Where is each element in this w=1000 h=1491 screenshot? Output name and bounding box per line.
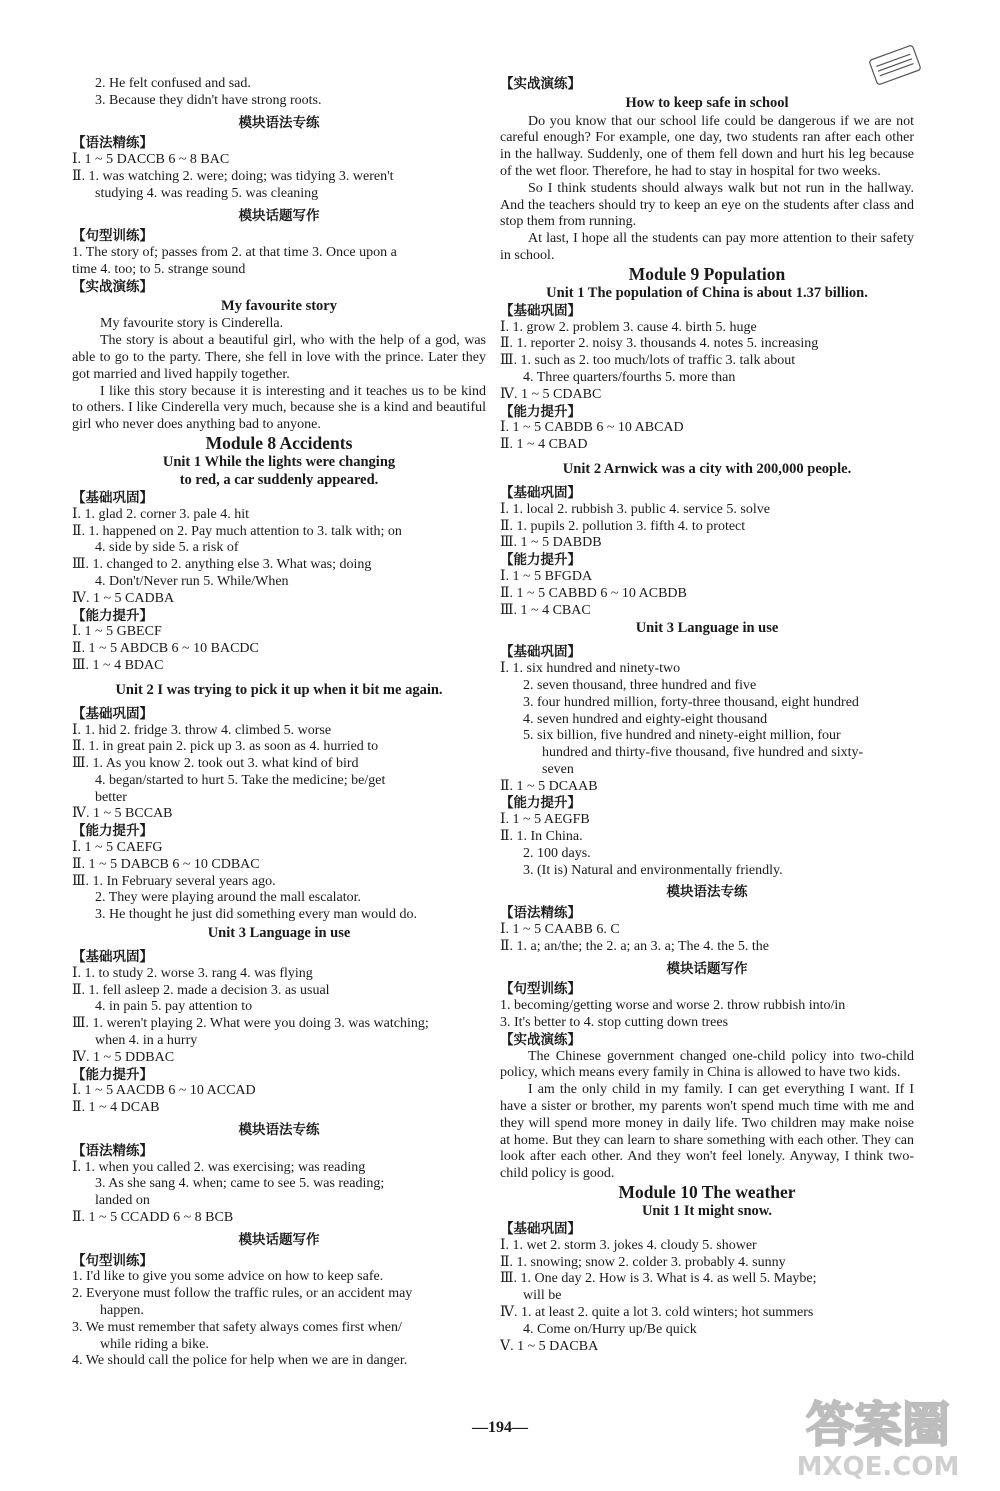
spacer — [72, 675, 486, 681]
subsection-label: 【句型训练】 — [500, 981, 581, 998]
watermark-url-text: MXQE.COM — [796, 1452, 960, 1481]
answer-line: 4. in pain 5. pay attention to — [95, 999, 253, 1015]
essay-paragraph: My favourite story is Cinderella. — [100, 316, 284, 332]
answer-line: 4. We should call the police for help when we are in danger. — [72, 1353, 408, 1369]
subsection-label: 【实战演练】 — [500, 76, 581, 92]
answer-line: Ⅰ. 1. grow 2. problem 3. cause 4. birth 5. huge — [500, 319, 757, 335]
subsection-label: 【能力提升】 — [72, 1066, 153, 1083]
subsection-label: 【实战演练】 — [500, 1031, 581, 1048]
unit-heading: to red, a car suddenly appeared. — [179, 471, 379, 488]
subsection-label: 【能力提升】 — [500, 403, 581, 420]
answer-line: Ⅱ. 1. was watching 2. were; doing; was tidying 3. weren't — [72, 168, 394, 184]
answer-line: Ⅱ. 1. fell asleep 2. made a decision 3. as usual — [72, 982, 330, 998]
subsection-label: 【句型训练】 — [72, 228, 153, 245]
module-heading: Module 8 Accidents — [205, 432, 353, 453]
section-heading: 模块话题写作 — [238, 207, 320, 224]
answer-line: 4. side by side 5. a risk of — [95, 540, 239, 556]
unit-heading: Unit 2 Arnwick was a city with 200,000 people. — [562, 460, 852, 477]
subsection-label: 【基础巩固】 — [72, 489, 153, 506]
right-column — [500, 76, 914, 1355]
watermark-logo — [778, 1389, 978, 1481]
section-heading: 模块话题写作 — [238, 1231, 320, 1248]
answer-line: Ⅰ. 1. hid 2. fridge 3. throw 4. climbed 5. worse — [72, 722, 332, 738]
unit-heading: Unit 1 The population of China is about 1.37 billion. — [546, 284, 868, 301]
answer-line: 4. Don't/Never run 5. While/When — [95, 573, 289, 589]
essay-paragraph: I am the only child in my family. I can get everything I want. If I have a sister or brother, my parents won't spend much time with me and they will spend more money in daily life. Two children may make noise at home. But they can learn to share something with each other. They can look after each other. And they won't feel lonely. Anyway, I think two-child policy is good. — [500, 1082, 914, 1182]
answer-line: Ⅲ. 1. One day 2. How is 3. What is 4. as well 5. Maybe; — [500, 1271, 817, 1287]
subsection-label: 【基础巩固】 — [500, 484, 581, 501]
subsection-label: 【语法精练】 — [72, 1142, 153, 1159]
answer-line: 2. Everyone must follow the traffic rules, or an accident may — [72, 1286, 413, 1302]
subsection-label: 【能力提升】 — [72, 607, 153, 624]
answer-line: Ⅱ. 1 ~ 5 DCAAB — [500, 778, 598, 794]
subsection-label: 【基础巩固】 — [72, 705, 153, 722]
answer-line: 2. He felt confused and sad. — [95, 76, 251, 91]
answer-line: Ⅰ. 1. six hundred and ninety-two — [500, 661, 681, 677]
answer-line: Ⅰ. 1. local 2. rubbish 3. public 4. service 5. solve — [500, 501, 770, 517]
subsection-label: 【能力提升】 — [72, 823, 153, 840]
answer-line: Ⅳ. 1. at least 2. quite a lot 3. cold winters; hot summers — [500, 1305, 814, 1320]
answer-line: Ⅱ. 1 ~ 5 CABBD 6 ~ 10 ACBDB — [500, 585, 687, 601]
stamp-icon — [860, 30, 930, 100]
answer-line: landed on — [95, 1193, 150, 1209]
subsection-label: 【基础巩固】 — [500, 302, 581, 319]
answer-line: Ⅲ. 1. In February several years ago. — [72, 873, 276, 889]
answer-line: Ⅱ. 1. a; an/the; the 2. a; an 3. a; The 4. the 5. the — [500, 938, 769, 954]
answer-line: Ⅲ. 1. changed to 2. anything else 3. What was; doing — [72, 557, 372, 573]
answer-line: Ⅲ. 1 ~ 4 CBAC — [500, 602, 591, 618]
answer-line: Ⅱ. 1 ~ 5 CCADD 6 ~ 8 BCB — [72, 1210, 234, 1226]
subsection-label: 【基础巩固】 — [500, 1221, 581, 1238]
answer-line: Ⅱ. 1. reporter 2. noisy 3. thousands 4. notes 5. increasing — [500, 336, 819, 352]
answer-line: seven — [542, 761, 574, 777]
essay-paragraph: The story is about a beautiful girl, who with the help of a god, was able to go to the party. There, she fell in love with the prince. Later they got married and lived happily together. — [72, 333, 486, 382]
answer-line: 3. We must remember that safety always comes first when/ — [72, 1319, 402, 1335]
left-column — [72, 76, 486, 1370]
essay-title: My favourite story — [221, 297, 337, 314]
answer-line: Ⅱ. 1. in great pain 2. pick up 3. as soon as 4. hurried to — [72, 739, 379, 755]
section-heading: 模块语法专练 — [666, 884, 748, 901]
answer-line: Ⅱ. 1. happened on 2. Pay much attention to 3. talk with; on — [72, 523, 402, 539]
subsection-label: 【句型训练】 — [72, 1252, 153, 1269]
subsection-label: 【基础巩固】 — [500, 644, 581, 661]
essay-paragraph: At last, I hope all the students can pay more attention to their safety in school. — [500, 231, 914, 263]
answer-line: Ⅱ. 1 ~ 5 ABDCB 6 ~ 10 BACDC — [72, 641, 259, 657]
answer-line: Ⅰ. 1 ~ 5 BFGDA — [500, 568, 593, 584]
essay-paragraph: The Chinese government changed one-child policy into two-child policy, which means every family in China is allowed to have two kids. — [500, 1048, 914, 1081]
answer-line: Ⅲ. 1. weren't playing 2. What were you doing 3. was watching; — [72, 1016, 429, 1032]
answer-line: Ⅰ. 1 ~ 5 AEGFB — [500, 812, 590, 828]
essay-paragraph: So I think students should always walk but not run in the hallway. And the teachers should try to keep an eye on the students after class and stop them from running. — [500, 180, 914, 230]
answer-line: Ⅰ. 1 ~ 5 CAEFG — [72, 840, 163, 856]
answer-line: 3. It's better to 4. stop cutting down trees — [500, 1015, 729, 1031]
answer-line: 2. 100 days. — [523, 845, 591, 861]
section-heading: 模块语法专练 — [238, 114, 320, 131]
answer-line: Ⅱ. 1 ~ 4 DCAB — [72, 1100, 160, 1116]
answer-line: studying 4. was reading 5. was cleaning — [95, 185, 319, 201]
subsection-label: 【语法精练】 — [72, 135, 153, 152]
unit-heading: Unit 1 While the lights were changing — [162, 453, 396, 470]
answer-line: Ⅳ. 1 ~ 5 CADBA — [72, 590, 175, 606]
answer-line: Ⅰ. 1 ~ 5 CABDB 6 ~ 10 ABCAD — [500, 420, 684, 436]
answer-line: Ⅱ. 1 ~ 4 CBAD — [500, 437, 588, 453]
answer-line: 3. (It is) Natural and environmentally friendly. — [523, 862, 783, 878]
section-heading: 模块语法专练 — [238, 1122, 320, 1139]
answer-line: Ⅱ. 1. In China. — [500, 829, 583, 845]
answer-line: Ⅰ. 1. wet 2. storm 3. jokes 4. cloudy 5. shower — [500, 1237, 757, 1253]
answer-line: 2. They were playing around the mall escalator. — [95, 890, 362, 906]
answer-line: 3. Because they didn't have strong roots. — [95, 92, 322, 108]
answer-line: 2. seven thousand, three hundred and five — [523, 677, 757, 693]
subsection-label: 【能力提升】 — [500, 795, 581, 812]
answer-line: 1. I'd like to give you some advice on how to keep safe. — [72, 1269, 384, 1285]
answer-line: 4. seven hundred and eighty-eight thousand — [523, 711, 768, 727]
answer-line: Ⅲ. 1. As you know 2. took out 3. what kind of bird — [72, 756, 359, 772]
essay-title: How to keep safe in school — [625, 94, 789, 111]
answer-line: Ⅴ. 1 ~ 5 DACBA — [500, 1338, 599, 1354]
unit-heading: Unit 1 It might snow. — [641, 1203, 773, 1220]
section-heading: 模块话题写作 — [666, 960, 748, 977]
answer-line: Ⅱ. 1 ~ 5 DABCB 6 ~ 10 CDBAC — [72, 856, 260, 872]
answer-line: Ⅲ. 1. such as 2. too much/lots of traffic 3. talk about — [500, 353, 796, 369]
answer-line: Ⅰ. 1. to study 2. worse 3. rang 4. was flying — [72, 965, 313, 981]
answer-line: happen. — [100, 1303, 144, 1318]
answer-line: while riding a bike. — [100, 1336, 209, 1352]
answer-line: better — [95, 789, 127, 805]
answer-line: 1. becoming/getting worse and worse 2. throw rubbish into/in — [500, 998, 846, 1014]
answer-line: Ⅲ. 1 ~ 4 BDAC — [72, 657, 164, 673]
answer-line: 3. He thought he just did something every man would do. — [95, 907, 417, 923]
answer-line: will be — [523, 1288, 562, 1304]
unit-heading: Unit 3 Language in use — [635, 620, 779, 637]
subsection-label: 【基础巩固】 — [72, 949, 153, 966]
answer-line: 4. began/started to hurt 5. Take the medicine; be/get — [95, 772, 386, 788]
answer-line: 5. six billion, five hundred and ninety-eight million, four — [523, 728, 841, 744]
answer-line: Ⅰ. 1. when you called 2. was exercising; was reading — [72, 1159, 366, 1175]
essay-paragraph: I like this story because it is interesting and it teaches us to be kind to others. I like Cinderella very much, because she is a kind and beautiful girl who never does anything bad to anyone. — [72, 383, 486, 433]
answer-line: Ⅱ. 1. snowing; snow 2. colder 3. probably 4. sunny — [500, 1254, 786, 1270]
answer-line: Ⅰ. 1 ~ 5 GBECF — [72, 624, 162, 640]
unit-heading: Unit 3 Language in use — [207, 925, 351, 942]
module-heading: Module 10 The weather — [618, 1182, 796, 1203]
module-heading: Module 9 Population — [628, 263, 786, 284]
page-number: —194— — [472, 1419, 528, 1436]
unit-heading: Unit 2 I was trying to pick it up when it bit me again. — [115, 681, 443, 698]
answer-line: Ⅰ. 1 ~ 5 DACCB 6 ~ 8 BAC — [72, 152, 230, 168]
answer-line: Ⅰ. 1 ~ 5 AACDB 6 ~ 10 ACCAD — [72, 1083, 256, 1099]
subsection-label: 【实战演练】 — [72, 278, 153, 295]
answer-line: Ⅰ. 1 ~ 5 CAABB 6. C — [500, 922, 620, 938]
answer-line: time 4. too; to 5. strange sound — [72, 261, 246, 277]
answer-line: Ⅰ. 1. glad 2. corner 3. pale 4. hit — [72, 506, 249, 522]
watermark-main-text: 答案圈 — [805, 1397, 951, 1453]
answer-line: 3. four hundred million, forty-three thousand, eight hundred — [523, 694, 859, 710]
spacer — [500, 454, 914, 460]
essay-paragraph: Do you know that our school life could be dangerous if we are not careful enough? For example, one day, two students ran after each other in the hallway. Suddenly, one of them fell down and hurt his leg because of the wet floor. Therefore, he had to stay in hospital for two weeks. — [500, 113, 914, 179]
answer-line: Ⅳ. 1 ~ 5 BCCAB — [72, 806, 173, 822]
answer-line: Ⅳ. 1 ~ 5 DDBAC — [72, 1049, 175, 1065]
answer-line: hundred and thirty-five thousand, five hundred and sixty- — [542, 745, 864, 761]
answer-line: 1. The story of; passes from 2. at that time 3. Once upon a — [72, 245, 397, 261]
subsection-label: 【语法精练】 — [500, 905, 581, 922]
answer-line: when 4. in a hurry — [95, 1033, 198, 1049]
answer-line: 4. Three quarters/fourths 5. more than — [523, 369, 736, 385]
answer-line: Ⅲ. 1 ~ 5 DABDB — [500, 535, 602, 551]
answer-line: Ⅱ. 1. pupils 2. pollution 3. fifth 4. to protect — [500, 518, 746, 534]
answer-line: 3. As she sang 4. when; came to see 5. was reading; — [95, 1176, 385, 1192]
answer-line: 4. Come on/Hurry up/Be quick — [523, 1321, 697, 1337]
answer-line: Ⅳ. 1 ~ 5 CDABC — [500, 386, 602, 402]
subsection-label: 【能力提升】 — [500, 552, 581, 569]
